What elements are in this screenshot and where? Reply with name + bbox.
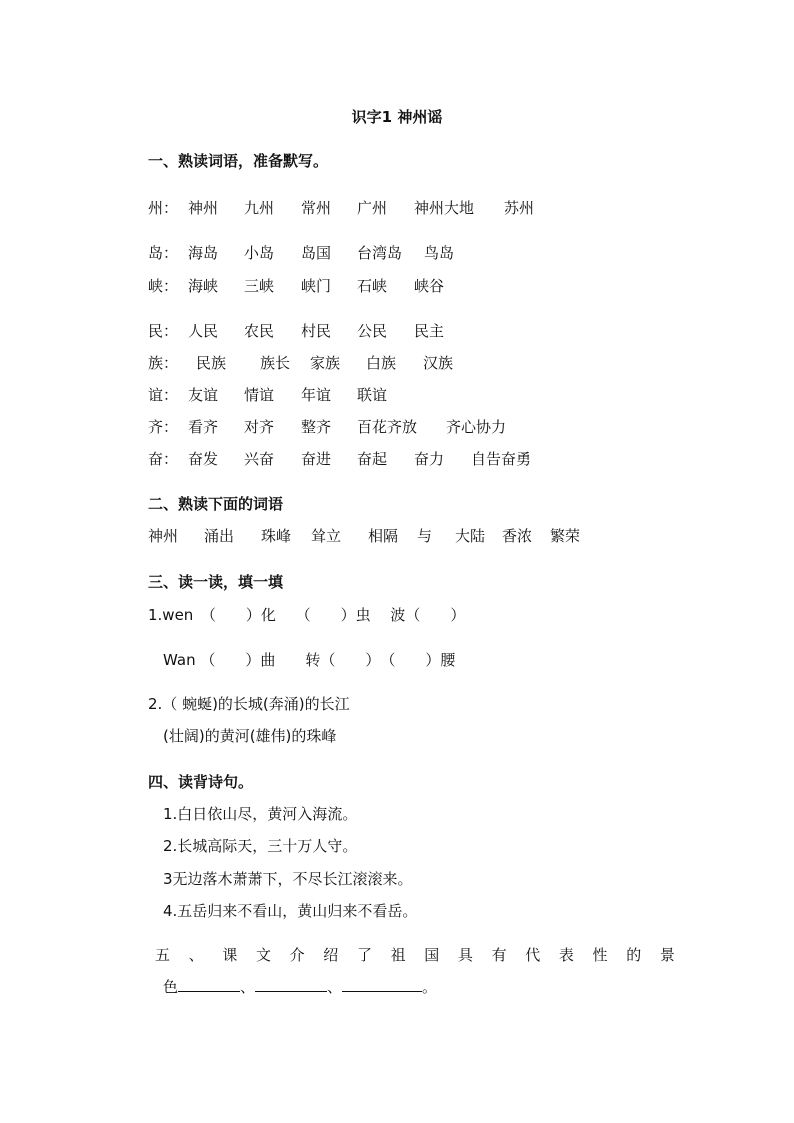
word: 石峡	[357, 277, 388, 295]
word-row	[148, 352, 453, 373]
word: 民族	[196, 354, 227, 372]
word: 农民	[244, 322, 275, 340]
section-4-heading: 四、读背诗句。	[148, 773, 254, 791]
word-row	[148, 384, 387, 405]
word-row	[148, 197, 534, 218]
word: 神州	[148, 527, 179, 545]
word: 相隔	[368, 527, 399, 545]
word: 香浓	[502, 527, 533, 545]
answer-blank-1[interactable]	[178, 976, 240, 992]
word: 苏州	[504, 199, 535, 217]
word: 与	[417, 527, 433, 545]
word: 峡谷	[414, 277, 445, 295]
question-char: 祖	[390, 946, 406, 964]
word: 三峡	[244, 277, 275, 295]
question-char: 、	[188, 946, 204, 964]
word: 峡门	[301, 277, 332, 295]
poem-line: 4.五岳归来不看山，黄山归来不看岳。	[163, 902, 418, 920]
word: 公民	[357, 322, 388, 340]
word: 家族	[310, 354, 341, 372]
word: 友谊	[188, 386, 219, 404]
answer-blank-3[interactable]	[342, 976, 422, 992]
row-character: 齐：	[148, 418, 179, 436]
question-char: 国	[424, 946, 440, 964]
section-2-word-row	[148, 525, 580, 546]
word-row	[148, 320, 444, 341]
word: 对齐	[244, 418, 275, 436]
question-char: 具	[457, 946, 473, 964]
question-char: 介	[289, 946, 305, 964]
word: 神州	[188, 199, 219, 217]
answer-end: 。	[422, 978, 438, 996]
word: 整齐	[301, 418, 332, 436]
section-5-answer-line	[163, 976, 437, 997]
word: 情谊	[244, 386, 275, 404]
poem-line: 1.白日依山尽，黄河入海流。	[163, 805, 358, 823]
word: 联谊	[357, 386, 388, 404]
word: 神州大地	[414, 199, 475, 217]
word: 奋进	[301, 450, 332, 468]
word: 海峡	[188, 277, 219, 295]
question-char: 课	[222, 946, 238, 964]
fill-line-wen: 1.wen （ ）化 （ ）虫 波（ ）	[148, 606, 466, 624]
question-char: 代	[525, 946, 541, 964]
word: 繁荣	[550, 527, 581, 545]
separator: 、	[240, 978, 256, 996]
row-character: 奋：	[148, 450, 179, 468]
word: 小岛	[244, 244, 275, 262]
row-character: 民：	[148, 322, 179, 340]
row-character: 族：	[148, 354, 179, 372]
word: 台湾岛	[357, 244, 403, 262]
row-character: 州：	[148, 199, 179, 217]
word: 广州	[357, 199, 388, 217]
question-char: 文	[255, 946, 271, 964]
row-character: 岛：	[148, 244, 179, 262]
phrase-line-1: 2.（ 蜿蜒)的长城(奔涌)的长江	[148, 695, 350, 713]
page-title: 识字1 神州谣	[351, 108, 443, 126]
answer-start: 色	[163, 978, 179, 996]
word: 海岛	[188, 244, 219, 262]
word: 百花齐放	[357, 418, 418, 436]
word: 齐心协力	[446, 418, 507, 436]
question-char: 表	[558, 946, 574, 964]
question-char: 性	[592, 946, 608, 964]
word: 看齐	[188, 418, 219, 436]
question-char: 有	[491, 946, 507, 964]
section-2-heading: 二、熟读下面的词语	[148, 495, 284, 513]
word: 奋力	[414, 450, 445, 468]
poem-line: 2.长城高际天，三十万人守。	[163, 837, 358, 855]
word: 族长	[260, 354, 291, 372]
section-5-question	[155, 944, 675, 965]
word: 常州	[301, 199, 332, 217]
word: 自告奋勇	[471, 450, 532, 468]
word: 奋起	[357, 450, 388, 468]
word: 岛国	[301, 244, 332, 262]
word: 民主	[414, 322, 445, 340]
word-row	[148, 275, 444, 296]
section-1-heading: 一、熟读词语，准备默写。	[148, 152, 329, 170]
word: 涌出	[204, 527, 235, 545]
word: 大陆	[455, 527, 486, 545]
word: 汉族	[423, 354, 454, 372]
word: 耸立	[311, 527, 342, 545]
question-char: 五	[155, 946, 171, 964]
question-char: 绍	[323, 946, 339, 964]
word: 年谊	[301, 386, 332, 404]
word: 珠峰	[261, 527, 292, 545]
row-character: 峡：	[148, 277, 179, 295]
word-row	[148, 448, 531, 469]
question-char: 的	[626, 946, 642, 964]
question-char: 了	[356, 946, 372, 964]
word: 奋发	[188, 450, 219, 468]
fill-line-wan: Wan （ ）曲 转（ ） （ ）腰	[163, 651, 456, 669]
row-character: 谊：	[148, 386, 179, 404]
section-3-heading: 三、读一读，填一填	[148, 573, 284, 591]
word: 白族	[366, 354, 397, 372]
word-row	[148, 416, 506, 437]
word: 九州	[244, 199, 275, 217]
question-char: 景	[659, 946, 675, 964]
word: 鸟岛	[424, 244, 455, 262]
phrase-line-2: (壮阔)的黄河(雄伟)的珠峰	[163, 727, 337, 745]
word: 兴奋	[244, 450, 275, 468]
separator: 、	[327, 978, 343, 996]
poem-line: 3无边落木萧萧下，不尽长江滚滚来。	[163, 870, 413, 888]
answer-blank-2[interactable]	[255, 976, 327, 992]
word: 村民	[301, 322, 332, 340]
word: 人民	[188, 322, 219, 340]
word-row	[148, 242, 454, 263]
